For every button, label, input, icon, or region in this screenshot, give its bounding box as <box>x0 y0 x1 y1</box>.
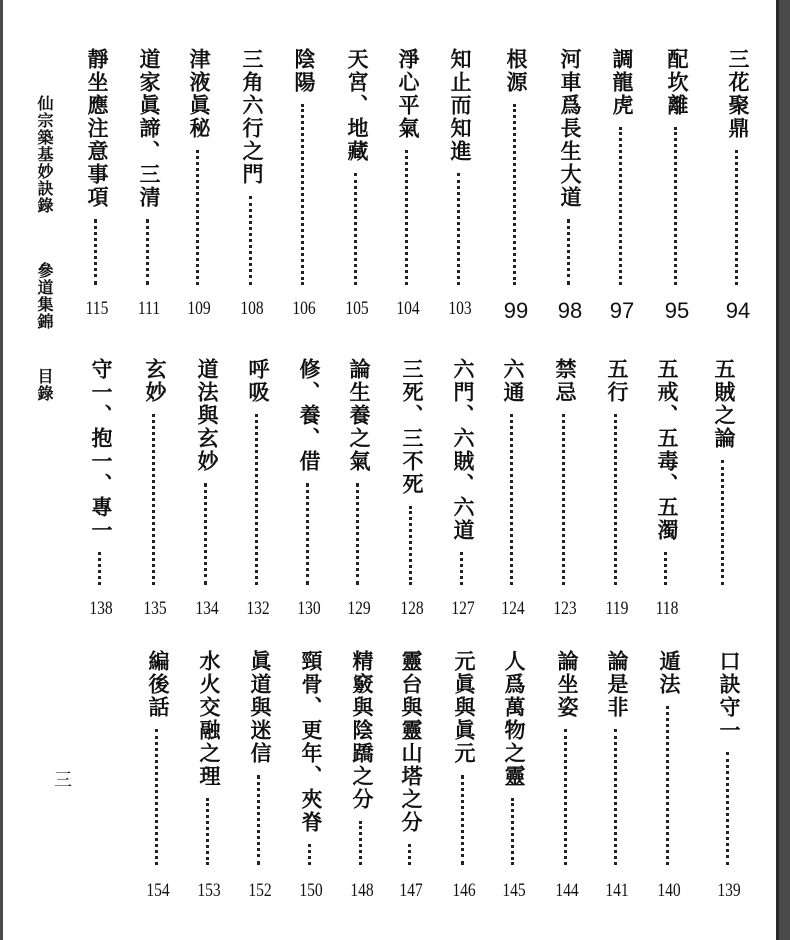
toc-page <box>3 0 776 940</box>
dot-leader <box>356 483 362 585</box>
toc-page-number: 105 <box>345 298 369 319</box>
dot-leader <box>196 150 202 285</box>
toc-page-number: 138 <box>89 598 113 619</box>
toc-entry[interactable] <box>347 650 377 865</box>
dot-leader <box>354 173 360 285</box>
dot-leader <box>206 798 212 865</box>
toc-entry-title: 水火交融之理 <box>197 650 221 788</box>
toc-entry-title: 呼吸 <box>246 358 270 404</box>
toc-entry-title: 天宮、地藏 <box>345 48 369 163</box>
toc-page-number: 134 <box>195 598 219 619</box>
toc-entry-title: 五行 <box>605 358 629 404</box>
dot-leader <box>204 483 210 585</box>
toc-entry[interactable] <box>448 358 478 585</box>
toc-entry[interactable] <box>602 650 632 865</box>
toc-entry[interactable] <box>607 48 637 285</box>
toc-page-number: 139 <box>717 880 741 901</box>
dot-leader <box>405 150 411 285</box>
toc-entry-title: 人爲萬物之靈 <box>502 650 526 788</box>
dot-leader <box>735 150 741 285</box>
toc-entry[interactable] <box>342 48 372 285</box>
dot-leader <box>460 552 466 585</box>
toc-entry[interactable] <box>498 358 528 585</box>
toc-page-number: 98 <box>557 298 583 323</box>
dot-leader <box>457 173 463 285</box>
toc-entry-title: 遁法 <box>657 650 681 696</box>
dot-leader <box>562 414 568 585</box>
toc-page-number: 135 <box>143 598 167 619</box>
dot-leader <box>257 775 263 865</box>
toc-entry[interactable] <box>192 358 222 585</box>
toc-entry-title: 頸骨、更年、夾脊 <box>299 650 323 834</box>
running-header-book-title: 仙宗築基妙訣錄 <box>35 95 54 214</box>
toc-entry-title: 調龍虎 <box>610 48 634 117</box>
toc-page-number: 145 <box>502 880 526 901</box>
toc-page-number: 109 <box>187 298 211 319</box>
toc-entry[interactable] <box>294 358 324 585</box>
toc-entry[interactable] <box>555 48 585 285</box>
dot-leader <box>619 127 625 285</box>
toc-page-number: 94 <box>725 298 751 323</box>
toc-page-number: 123 <box>553 598 577 619</box>
dot-leader <box>567 219 573 285</box>
toc-entry-title: 玄妙 <box>143 358 167 404</box>
dot-leader <box>98 552 104 585</box>
page-border-right-edge <box>776 0 779 940</box>
toc-entry[interactable] <box>709 358 739 585</box>
toc-entry[interactable] <box>184 48 214 285</box>
toc-page-number: 148 <box>350 880 374 901</box>
dot-leader <box>666 706 672 865</box>
toc-entry[interactable] <box>714 650 744 865</box>
toc-page-number: 111 <box>137 298 161 319</box>
running-header-section: 目錄 <box>35 368 54 402</box>
toc-entry-title: 三角六行之門 <box>240 48 264 186</box>
dot-leader <box>301 104 307 285</box>
dot-leader <box>726 752 732 865</box>
toc-page-number: 103 <box>448 298 472 319</box>
toc-page-number: 104 <box>396 298 420 319</box>
toc-page-number: 140 <box>657 880 681 901</box>
toc-page-number: 118 <box>655 598 679 619</box>
toc-page-number: 152 <box>248 880 272 901</box>
toc-entry[interactable] <box>654 650 684 865</box>
toc-page-number: 132 <box>246 598 270 619</box>
dot-leader <box>461 775 467 865</box>
dot-leader <box>359 821 365 865</box>
toc-entry-title: 配坎離 <box>665 48 689 117</box>
toc-page-number: 108 <box>240 298 264 319</box>
toc-page-number: 130 <box>297 598 321 619</box>
toc-entry-title: 修、養、借 <box>297 358 321 473</box>
toc-entry-title: 口訣守一 <box>717 650 741 742</box>
dot-leader <box>721 460 727 585</box>
toc-entry-title: 知止而知進 <box>448 48 472 163</box>
toc-page-number: 144 <box>555 880 579 901</box>
toc-entry[interactable] <box>344 358 374 585</box>
toc-entry[interactable] <box>550 358 580 585</box>
toc-entry[interactable] <box>237 48 267 285</box>
toc-entry-title: 三死、三不死 <box>400 358 424 496</box>
toc-entry-title: 靈台與靈山塔之分 <box>399 650 423 834</box>
toc-entry-title: 六通 <box>501 358 525 404</box>
toc-page-number: 95 <box>664 298 690 323</box>
toc-entry-title: 論是非 <box>605 650 629 719</box>
toc-page-number: 124 <box>501 598 525 619</box>
toc-entry[interactable] <box>245 650 275 865</box>
toc-entry-title: 五戒、五毒、五濁 <box>655 358 679 542</box>
dot-leader <box>94 219 100 285</box>
dot-leader <box>674 127 680 285</box>
dot-leader <box>409 506 415 585</box>
toc-entry-title: 論坐姿 <box>555 650 579 719</box>
dot-leader <box>152 414 158 585</box>
toc-entry[interactable] <box>499 650 529 865</box>
toc-entry-title: 編後話 <box>146 650 170 719</box>
toc-page-number: 128 <box>400 598 424 619</box>
toc-entry-title: 六門、六賊、六道 <box>451 358 475 542</box>
toc-entry-title: 河車爲長生大道 <box>558 48 582 209</box>
toc-page-number: 146 <box>452 880 476 901</box>
toc-entry[interactable] <box>449 650 479 865</box>
toc-entry[interactable] <box>143 650 173 865</box>
toc-entry[interactable] <box>396 650 426 865</box>
folio-page-number: 三 <box>51 770 72 788</box>
toc-entry[interactable] <box>723 48 753 285</box>
toc-page-number: 106 <box>292 298 316 319</box>
dot-leader <box>408 844 414 865</box>
toc-entry-title: 道家眞諦、三清 <box>137 48 161 209</box>
dot-leader <box>510 414 516 585</box>
toc-entry[interactable] <box>662 48 692 285</box>
toc-page-number: 153 <box>197 880 221 901</box>
toc-entry[interactable] <box>82 48 112 285</box>
toc-page-number: 127 <box>451 598 475 619</box>
dot-leader <box>146 219 152 285</box>
toc-entry[interactable] <box>393 48 423 285</box>
toc-entry-title: 津液眞秘 <box>187 48 211 140</box>
toc-entry[interactable] <box>140 358 170 585</box>
toc-entry[interactable] <box>194 650 224 865</box>
dot-leader <box>513 104 519 285</box>
dot-leader <box>564 729 570 865</box>
toc-entry[interactable] <box>86 358 116 585</box>
toc-entry-title: 三花聚鼎 <box>726 48 750 140</box>
toc-entry-title: 根源 <box>504 48 528 94</box>
toc-entry[interactable] <box>445 48 475 285</box>
toc-entry[interactable] <box>296 650 326 865</box>
dot-leader <box>511 798 517 865</box>
toc-entry-title: 禁忌 <box>553 358 577 404</box>
dot-leader <box>155 729 161 865</box>
dot-leader <box>255 414 261 585</box>
dot-leader <box>614 729 620 865</box>
toc-entry[interactable] <box>289 48 319 285</box>
toc-page-number: 141 <box>605 880 629 901</box>
toc-page-number: 129 <box>347 598 371 619</box>
toc-entry[interactable] <box>652 358 682 585</box>
running-header-collection: 參道集錦 <box>35 262 54 330</box>
toc-page-number: 119 <box>605 598 629 619</box>
toc-page-number: 97 <box>609 298 635 323</box>
toc-page-number: 115 <box>85 298 109 319</box>
dot-leader <box>308 844 314 865</box>
toc-entry-title: 眞道與迷信 <box>248 650 272 765</box>
toc-entry-title: 靜坐應注意事項 <box>85 48 109 209</box>
toc-entry-title: 道法與玄妙 <box>195 358 219 473</box>
toc-page-number: 150 <box>299 880 323 901</box>
toc-page-number: 147 <box>399 880 423 901</box>
dot-leader <box>249 196 255 285</box>
toc-entry[interactable] <box>501 48 531 285</box>
toc-entry-title: 精竅與陰蹻之分 <box>350 650 374 811</box>
toc-entry[interactable] <box>134 48 164 285</box>
dot-leader <box>614 414 620 585</box>
dot-leader <box>664 552 670 585</box>
toc-entry[interactable] <box>602 358 632 585</box>
toc-entry-title: 淨心平氣 <box>396 48 420 140</box>
toc-entry[interactable] <box>397 358 427 585</box>
toc-entry-title: 元眞與眞元 <box>452 650 476 765</box>
toc-page-number: 99 <box>503 298 529 323</box>
toc-entry-title: 守一、抱一、專一 <box>89 358 113 542</box>
toc-entry-title: 陰陽 <box>292 48 316 94</box>
toc-entry[interactable] <box>552 650 582 865</box>
toc-entry-title: 論生養之氣 <box>347 358 371 473</box>
toc-entry[interactable] <box>243 358 273 585</box>
toc-entry-title: 五賊之論 <box>712 358 736 450</box>
dot-leader <box>306 483 312 585</box>
toc-page-number: 154 <box>146 880 170 901</box>
